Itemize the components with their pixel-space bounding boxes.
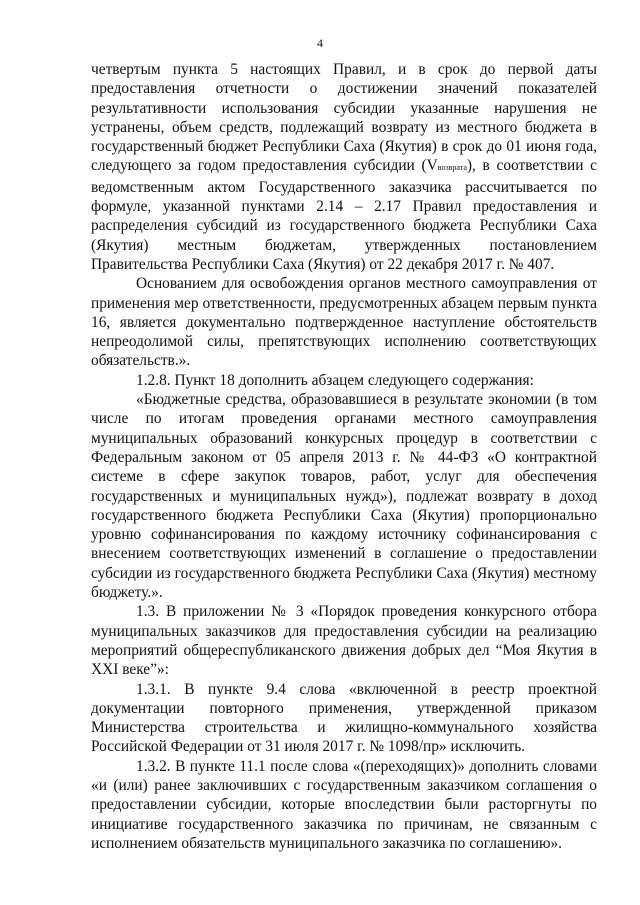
- subscript-text: возврата: [437, 163, 467, 173]
- paragraph-budget-savings: [91, 390, 597, 602]
- paragraph-text: ), в соответствии с ведомственным актом Государственного заказчика рассчитывается по формуле, указанной пунктами 2.14 – 2.17 Правил предоставления и распределения субсидий из государственного бюджета Республики Саха (Якутия) местным бюджетам, утвержденных постановлением Правительства Республики Саха (Якутия) от 22 декабря 2017 г. № 407.: [91, 157, 597, 273]
- paragraph-text: Основанием для освобождения органов местного самоуправления от применения мер ответственности, предусмотренных абзацем первым пункта 16, является документально подтвержденное наступление обстоятельств непреодолимой силы, препятствующих исполнению соответствующих обязательств.».: [91, 275, 597, 370]
- paragraph-1-3-2: [91, 757, 597, 853]
- paragraph-text: 1.3. В приложении № 3 «Порядок проведения конкурсного отбора муниципальных заказчиков для предоставления субсидии на реализацию мероприятий общереспубликанского движения добрых дел “Моя Якутия в XXI веке”»:: [91, 603, 597, 679]
- paragraph-1-3-1: [91, 680, 597, 757]
- paragraph-text: «Бюджетные средства, образовавшиеся в результате экономии (в том числе по итогам проведения органами местного самоуправления муниципальных образований конкурсных процедур в соответствии с Федеральным законом от 05 апреля 2013 г. № 44-ФЗ «О контрактной системе в сфере закупок товаров, работ, услуг для обеспечения государственных и муниципальных нужд»), подлежат возврату в доход государственного бюджета Республики Саха (Якутия) пропорционально уровню софинансирования по каждому источнику софинансирования с внесением соответствующих изменений в соглашение о предоставлении субсидии из государственного бюджета Республики Саха (Якутия) местному бюджету.».: [91, 391, 597, 602]
- paragraph-text: 1.3.2. В пункте 11.1 после слова «(переходящих)» дополнить словами «и (или) ранее заключивших с государственным заказчиком соглашения о предоставлении субсидии, которые впоследствии были расторгнуты по инициативе государственного заказчика по причинам, не связанным с исполнением обязательств муниципального заказчика по соглашению».: [91, 757, 597, 852]
- paragraph-refund-formula: [91, 60, 597, 274]
- paragraph-1-3: [91, 602, 597, 679]
- paragraph-text: 1.2.8. Пункт 18 дополнить абзацем следующего содержания:: [136, 371, 534, 389]
- paragraph-text: четвертым пункта 5 настоящих Правил, и в срок до первой даты предоставления отчетности о достижении значений показателей результативности использования субсидии указанные нарушения не устранены, объем средств, подлежащий возврату из местного бюджета в государственный бюджет Республики Саха (Якутия) в срок до 01 июня года, следующего за годом предоставления субсидии (V: [91, 61, 597, 175]
- paragraph-1-2-8: [91, 371, 597, 390]
- page-number: 4: [317, 36, 323, 50]
- document-body: [91, 60, 597, 853]
- paragraph-text: 1.3.1. В пункте 9.4 слова «включенной в реестр проектной документации повторного применения, утвержденной приказом Министерства строительства и жилищно-коммунального хозяйства Российской Федерации от 31 июля 2017 г. № 1098/пр» исключить.: [91, 680, 597, 756]
- paragraph-force-majeure: [91, 274, 597, 370]
